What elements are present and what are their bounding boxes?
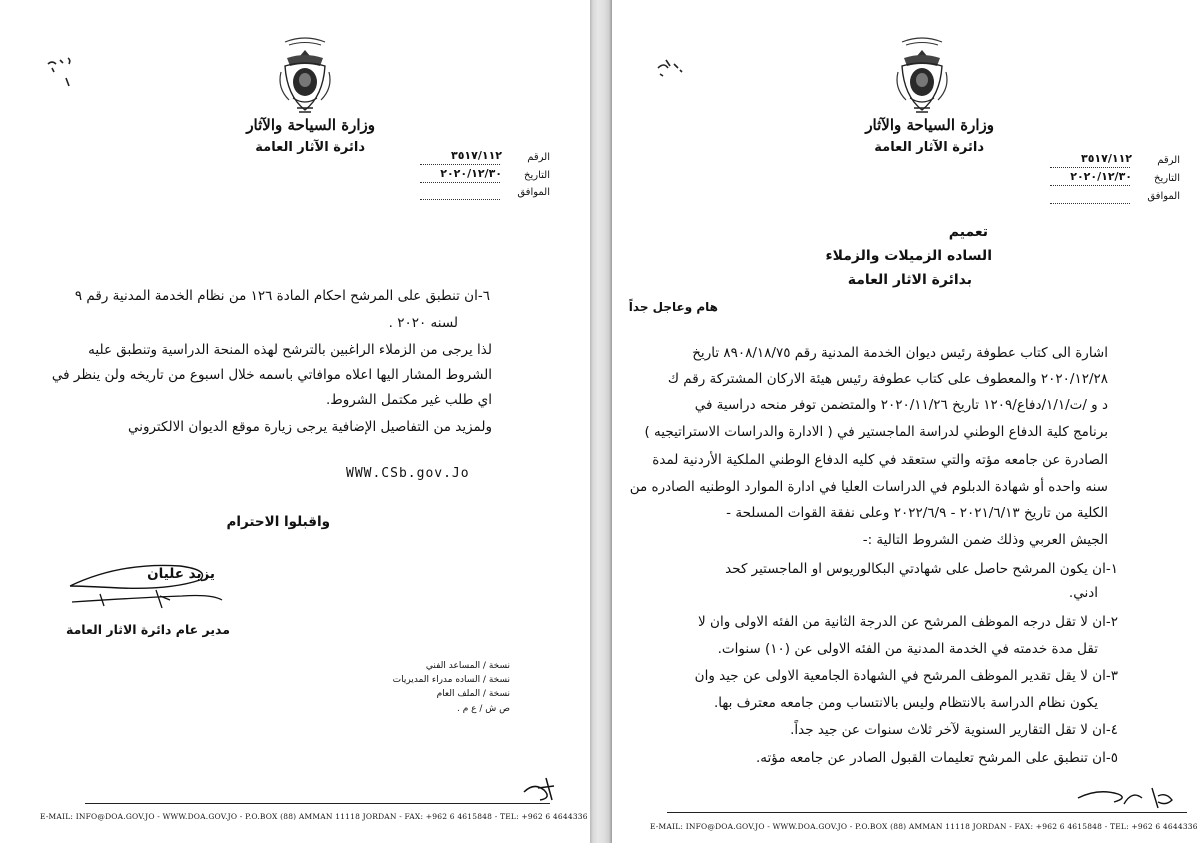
condition-line: ٥-ان تنطبق على المرشح تعليمات القبول الصادر عن جامعه مؤته. (755, 750, 1118, 766)
cc-line: نسخة / الملف العام (436, 689, 510, 699)
ministry-name: وزارة السياحة والآثار (865, 116, 994, 134)
cc-line: نسخة / الساده مدراء المديريات (392, 675, 510, 685)
handwritten-mark (520, 772, 560, 806)
handwritten-mark (1074, 784, 1184, 814)
condition-6-line2: لسنه ٢٠٢٠ . (388, 315, 458, 331)
signatory-title: مدير عام دائرة الاثار العامة (65, 622, 230, 637)
handwritten-mark (652, 56, 692, 90)
closing-line: لذا يرجى من الزملاء الراغبين بالترشح لهذه المنحة الدراسية وتنطبق عليه (88, 342, 492, 358)
coat-of-arms-emblem (275, 36, 335, 120)
addressee: الساده الزميلات والزملاء (825, 248, 992, 264)
body-line: برنامج كلية الدفاع الوطني لدراسة الماجستير في ( الادارة والدراسات الاستراتيجيه ) (644, 424, 1108, 440)
page-gutter (590, 0, 612, 843)
condition-line: ٢-ان لا تقل درجه الموظف المرشح عن الدرجة الثانية من الفئه الاولى وان لا (698, 614, 1118, 630)
closing-line: ولمزيد من التفاصيل الإضافية يرجى زيارة موقع الديوان الالكتروني (127, 419, 492, 435)
ref-label: الرقم (1157, 155, 1180, 166)
closing-line: اي طلب غير مكتمل الشروط. (326, 392, 492, 408)
date-value: ٢٠٢٠/١٢/٣٠ (440, 167, 502, 180)
ref-value: ٣٥١٧/١١٢ (450, 149, 502, 162)
condition-line: ٣-ان لا يقل تقدير الموظف المرشح في الشهادة الجامعية الاولى عن جيد وان (694, 668, 1118, 684)
department-name: دائرة الآثار العامة (874, 140, 984, 155)
hijri-label: الموافق (1147, 191, 1180, 202)
condition-line: ادني. (1068, 585, 1098, 601)
body-line: ٢٠٢٠/١٢/٢٨ والمعطوف على كتاب عطوفة رئيس هيئة الاركان المشتركة رقم ك (667, 371, 1108, 387)
body-line: الكلية من تاريخ ٢٠٢١/٦/١٣ - ٢٠٢٢/٦/٩ وعلى نفقة القوات المسلحة - (726, 505, 1108, 521)
document-page-right (612, 0, 1203, 843)
condition-6-line1: ٦-ان تنطبق على المرشح احكام المادة ١٢٦ من نظام الخدمة المدنية رقم ٩ (74, 288, 490, 304)
condition-line: تقل مدة خدمته في الخدمة المدنية من الفئه الاولى عن (١٠) سنوات. (717, 641, 1098, 657)
body-line: د و /ت/١/١/دفاع/١٢٠٩ تاريخ ٢٠٢٠/١١/٢٦ والمتضمن توفر منحه دراسية في (694, 397, 1108, 413)
cc-line: نسخة / المساعد الفني (425, 661, 510, 671)
document-page-left (0, 0, 590, 843)
body-line: الجيش العربي وذلك ضمن الشروط التالية :- (862, 532, 1108, 548)
circular-heading: تعميم (948, 224, 988, 240)
body-line: الصادرة عن جامعه مؤته والتي ستعقد في كليه الدفاع الوطني الملكية الأردنية لمدة (652, 452, 1108, 468)
ref-label: الرقم (527, 152, 550, 163)
date-value: ٢٠٢٠/١٢/٣٠ (1070, 170, 1132, 183)
signatory-name: يزيد عليان (147, 566, 215, 582)
addressee-department: بدائرة الاثار العامة (847, 272, 972, 288)
footer-contact: E-MAIL: INFO@DOA.GOV.JO - WWW.DOA.GOV.JO - P.O.BOX (88) AMMAN 11118 JORDAN - FAX: +962 6 4615848 - TEL: +962 6 4644336 (650, 822, 1198, 831)
closing-line: الشروط المشار اليها اعلاه موافاتي باسمه خلال اسبوع من تاريخه ولن ينظر في (51, 367, 492, 383)
body-line: سنه واحده أو شهادة الدبلوم في الدراسات العليا في ادارة الموارد الوطنيه الصادره من (629, 479, 1108, 495)
department-name: دائرة الآثار العامة (255, 140, 365, 155)
handwritten-signature (60, 560, 230, 620)
hijri-label: الموافق (517, 187, 550, 198)
date-label: التاريخ (524, 170, 550, 181)
condition-line: ٤-ان لا تقل التقارير السنوية لآخر ثلاث سنوات عن جيد جداً. (790, 722, 1118, 738)
date-label: التاريخ (1154, 173, 1180, 184)
urgency-note: هام وعاجل جداً (628, 300, 718, 314)
ministry-name: وزارة السياحة والآثار (246, 116, 375, 134)
body-line: اشارة الى كتاب عطوفة رئيس ديوان الخدمة المدنية رقم ٨٩٠٨/١٨/٧٥ تاريخ (692, 345, 1108, 361)
coat-of-arms-emblem (892, 36, 952, 120)
ref-value: ٣٥١٧/١١٢ (1080, 152, 1132, 165)
website-url: WWW.CSb.gov.Jo (346, 466, 470, 481)
cc-line: ص ش / ع م . (456, 704, 510, 714)
condition-line: يكون نظام الدراسة بالانتظام وليس بالانتساب ومن جامعه معترف بها. (713, 695, 1098, 711)
footer-contact: E-MAIL: INFO@DOA.GOV.JO - WWW.DOA.GOV.JO - P.O.BOX (88) AMMAN 11118 JORDAN - FAX: +962 6 4615848 - TEL: +962 6 4644336 (40, 812, 588, 821)
condition-line: ١-ان يكون المرشح حاصل على شهادتي البكالوريوس او الماجستير كحد (725, 561, 1118, 577)
regards: واقبلوا الاحترام (226, 514, 330, 530)
handwritten-mark (42, 52, 82, 92)
